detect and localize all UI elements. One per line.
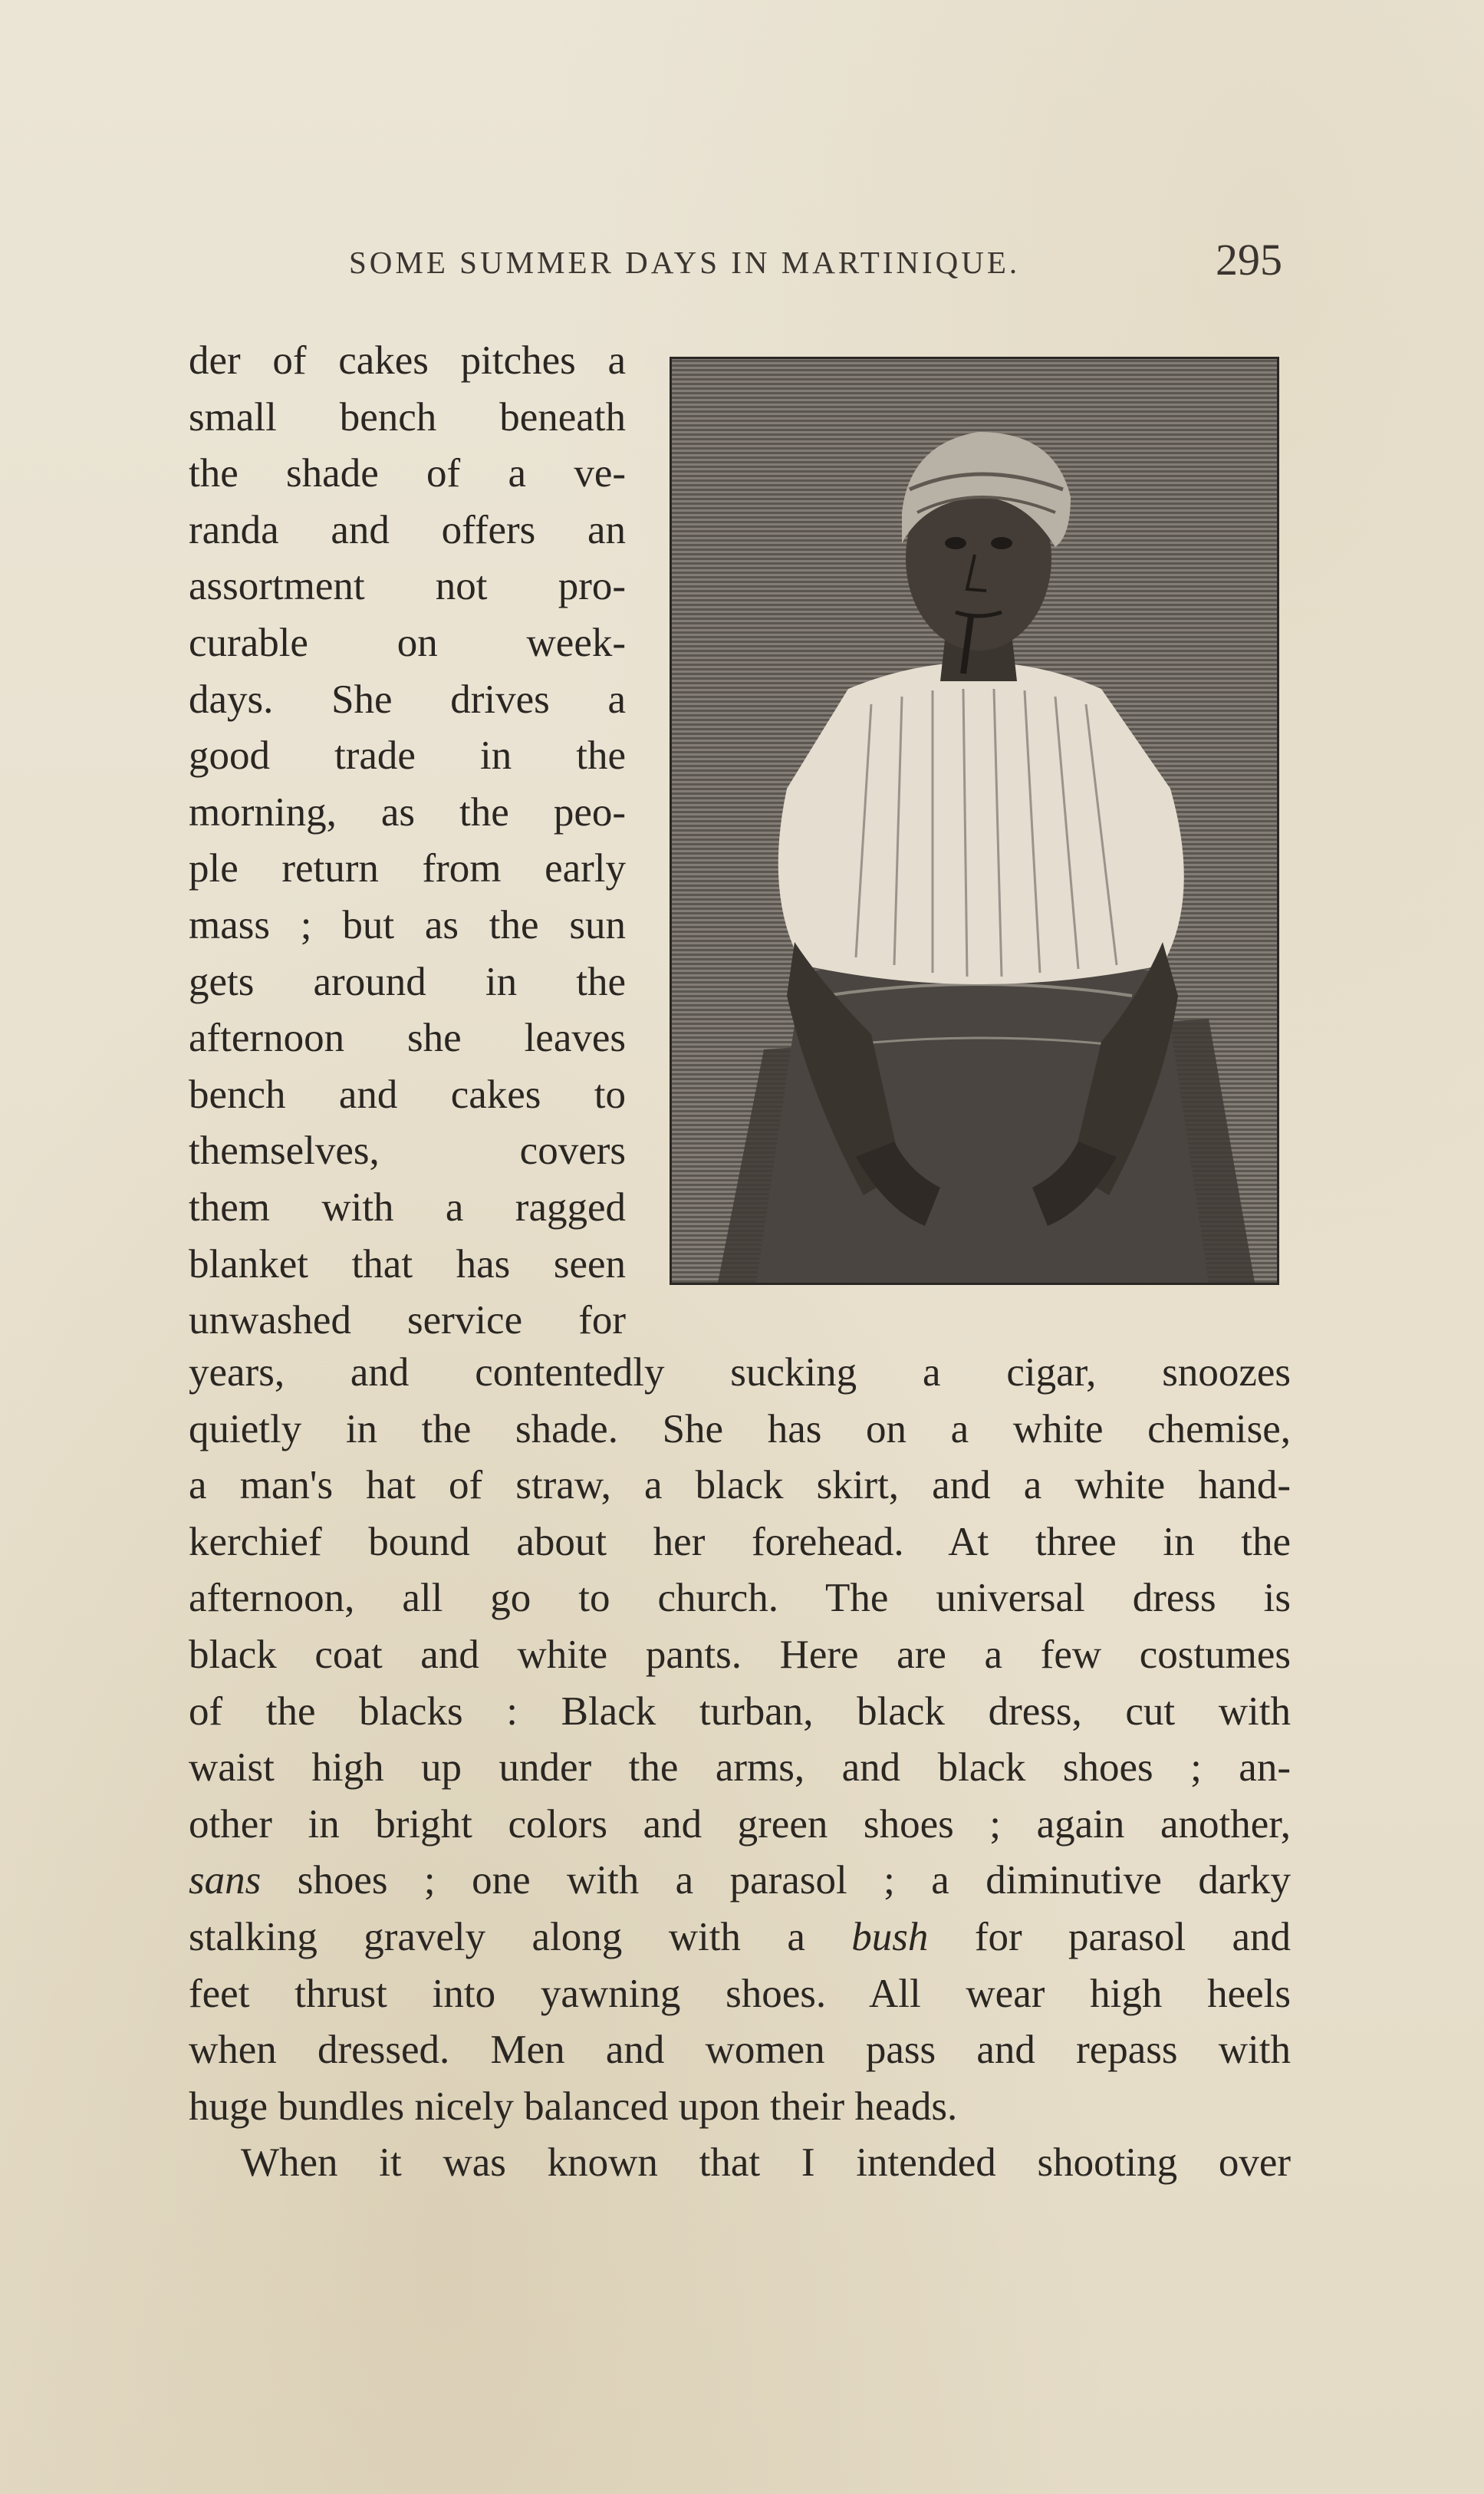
line-remainder: for parasol and bbox=[928, 1914, 1291, 1959]
text-line: bench and cakes to bbox=[189, 1072, 626, 1117]
text-line: other in bright colors and green shoes ; again another, bbox=[189, 1801, 1291, 1847]
text-line: kerchief bound about her forehead. At three in the bbox=[189, 1519, 1291, 1564]
text-line: the shade of a ve- bbox=[189, 451, 626, 496]
text-line: waist high up under the arms, and black shoes ; an- bbox=[189, 1745, 1291, 1791]
line-remainder: shoes ; one with a parasol ; a diminutive darky bbox=[261, 1858, 1291, 1903]
running-title: SOME SUMMER DAYS IN MARTINIQUE. bbox=[349, 245, 1021, 280]
text-line: quietly in the shade. She has on a white chemise, bbox=[189, 1406, 1291, 1451]
italic-word: sans bbox=[189, 1858, 262, 1903]
text-line: huge bundles nicely balanced upon their heads. bbox=[189, 2084, 958, 2129]
text-line: a man's hat of straw, a black skirt, and a white hand- bbox=[189, 1463, 1291, 1508]
text-line: der of cakes pitches a bbox=[189, 338, 626, 383]
text-line: years, and contentedly sucking a cigar, snoozes bbox=[189, 1350, 1291, 1395]
body-text bbox=[189, 1345, 1291, 2192]
wrapped-text-column bbox=[189, 333, 626, 1349]
text-line: unwashed service for bbox=[189, 1298, 626, 1343]
paragraph-start-line: When it was known that I intended shooting over bbox=[241, 2140, 1291, 2186]
text-line: morning, as the peo- bbox=[189, 789, 626, 835]
text-line: when dressed. Men and women pass and repass with bbox=[189, 2028, 1291, 2073]
text-line bbox=[189, 1909, 1291, 1966]
text-line: of the blacks : Black turban, black dress, cut with bbox=[189, 1688, 1291, 1734]
text-line: curable on week- bbox=[189, 620, 626, 665]
text-line: good trade in the bbox=[189, 733, 626, 779]
text-line: randa and offers an bbox=[189, 507, 626, 552]
text-line: small bench beneath bbox=[189, 394, 626, 440]
text-line: feet thrust into yawning shoes. All wear high heels bbox=[189, 1971, 1291, 2016]
text-line: afternoon, all go to church. The universal dress is bbox=[189, 1576, 1291, 1621]
text-line: gets around in the bbox=[189, 959, 626, 1004]
text-line: mass ; but as the sun bbox=[189, 902, 626, 947]
text-line: them with a ragged bbox=[189, 1184, 626, 1230]
text-line: ple return from early bbox=[189, 846, 626, 891]
text-line: assortment not pro- bbox=[189, 564, 626, 609]
engraving-portrait-icon bbox=[670, 357, 1279, 1285]
text-line: days. She drives a bbox=[189, 677, 626, 722]
text-line: blanket that has seen bbox=[189, 1241, 626, 1287]
portrait-engraving bbox=[672, 359, 1277, 1283]
text-line: black coat and white pants. Here are a few costumes bbox=[189, 1632, 1291, 1677]
text-line: themselves, covers bbox=[189, 1128, 626, 1174]
page-number: 295 bbox=[1216, 235, 1282, 285]
text-line: afternoon she leaves bbox=[189, 1016, 626, 1061]
line-start: stalking gravely along with a bbox=[189, 1914, 852, 1959]
text-line bbox=[189, 1853, 1291, 1909]
italic-word: bush bbox=[851, 1914, 929, 1959]
